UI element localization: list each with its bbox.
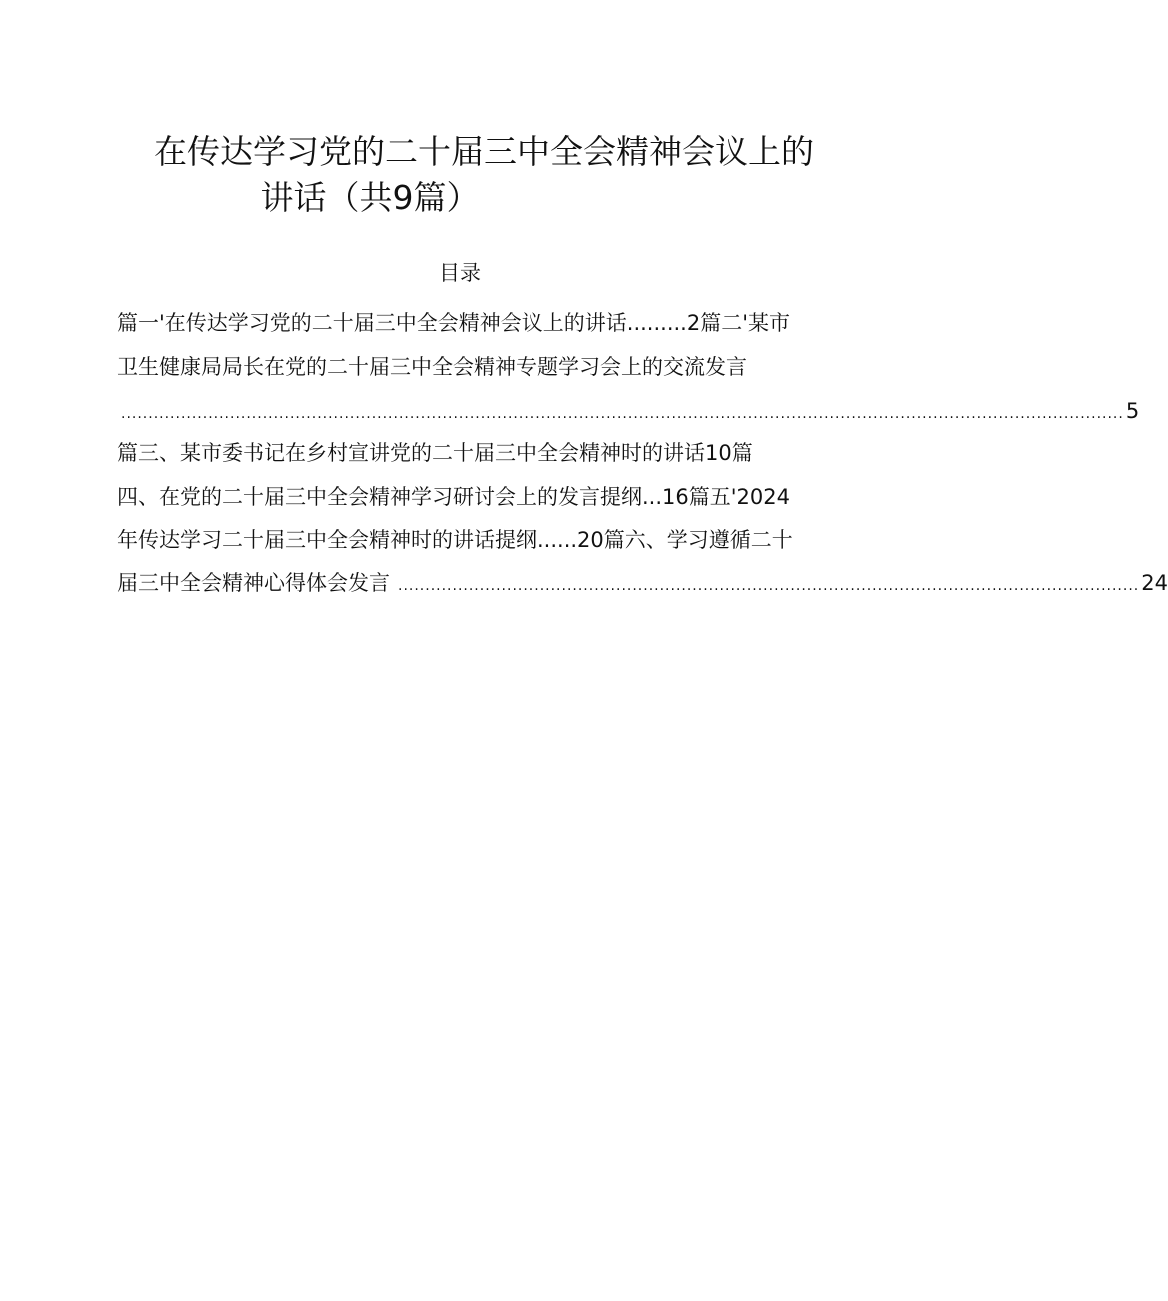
toc-page-number: 5	[1125, 399, 1140, 423]
toc-line: 篇一'在传达学习党的二十届三中全会精神会议上的讲话.........2篇二'某市	[117, 311, 790, 335]
toc-line: 届三中全会精神心得体会发言	[117, 571, 390, 595]
toc-page-number: 24	[1141, 571, 1168, 595]
dot-leader: ........................................................................................................................................................................................	[121, 406, 1124, 422]
toc-leader-row	[117, 568, 1168, 601]
toc-line: 篇三、某市委书记在乡村宣讲党的二十届三中全会精神时的讲话10篇	[117, 441, 753, 465]
toc-heading: 目录	[439, 261, 481, 285]
toc-leader-row	[121, 396, 1140, 429]
document-title-line-1: 在传达学习党的二十届三中全会精神会议上的	[154, 132, 814, 171]
document-title-line-2: 讲话（共9篇）	[260, 178, 480, 217]
toc-line: 卫生健康局局长在党的二十届三中全会精神专题学习会上的交流发言	[117, 355, 747, 379]
toc-line: 四、在党的二十届三中全会精神学习研讨会上的发言提纲...16篇五'2024	[117, 485, 790, 509]
dot-leader: ........................................................................................................................................	[398, 578, 1140, 594]
toc-line: 年传达学习二十届三中全会精神时的讲话提纲......20篇六、学习遵循二十	[117, 528, 793, 552]
